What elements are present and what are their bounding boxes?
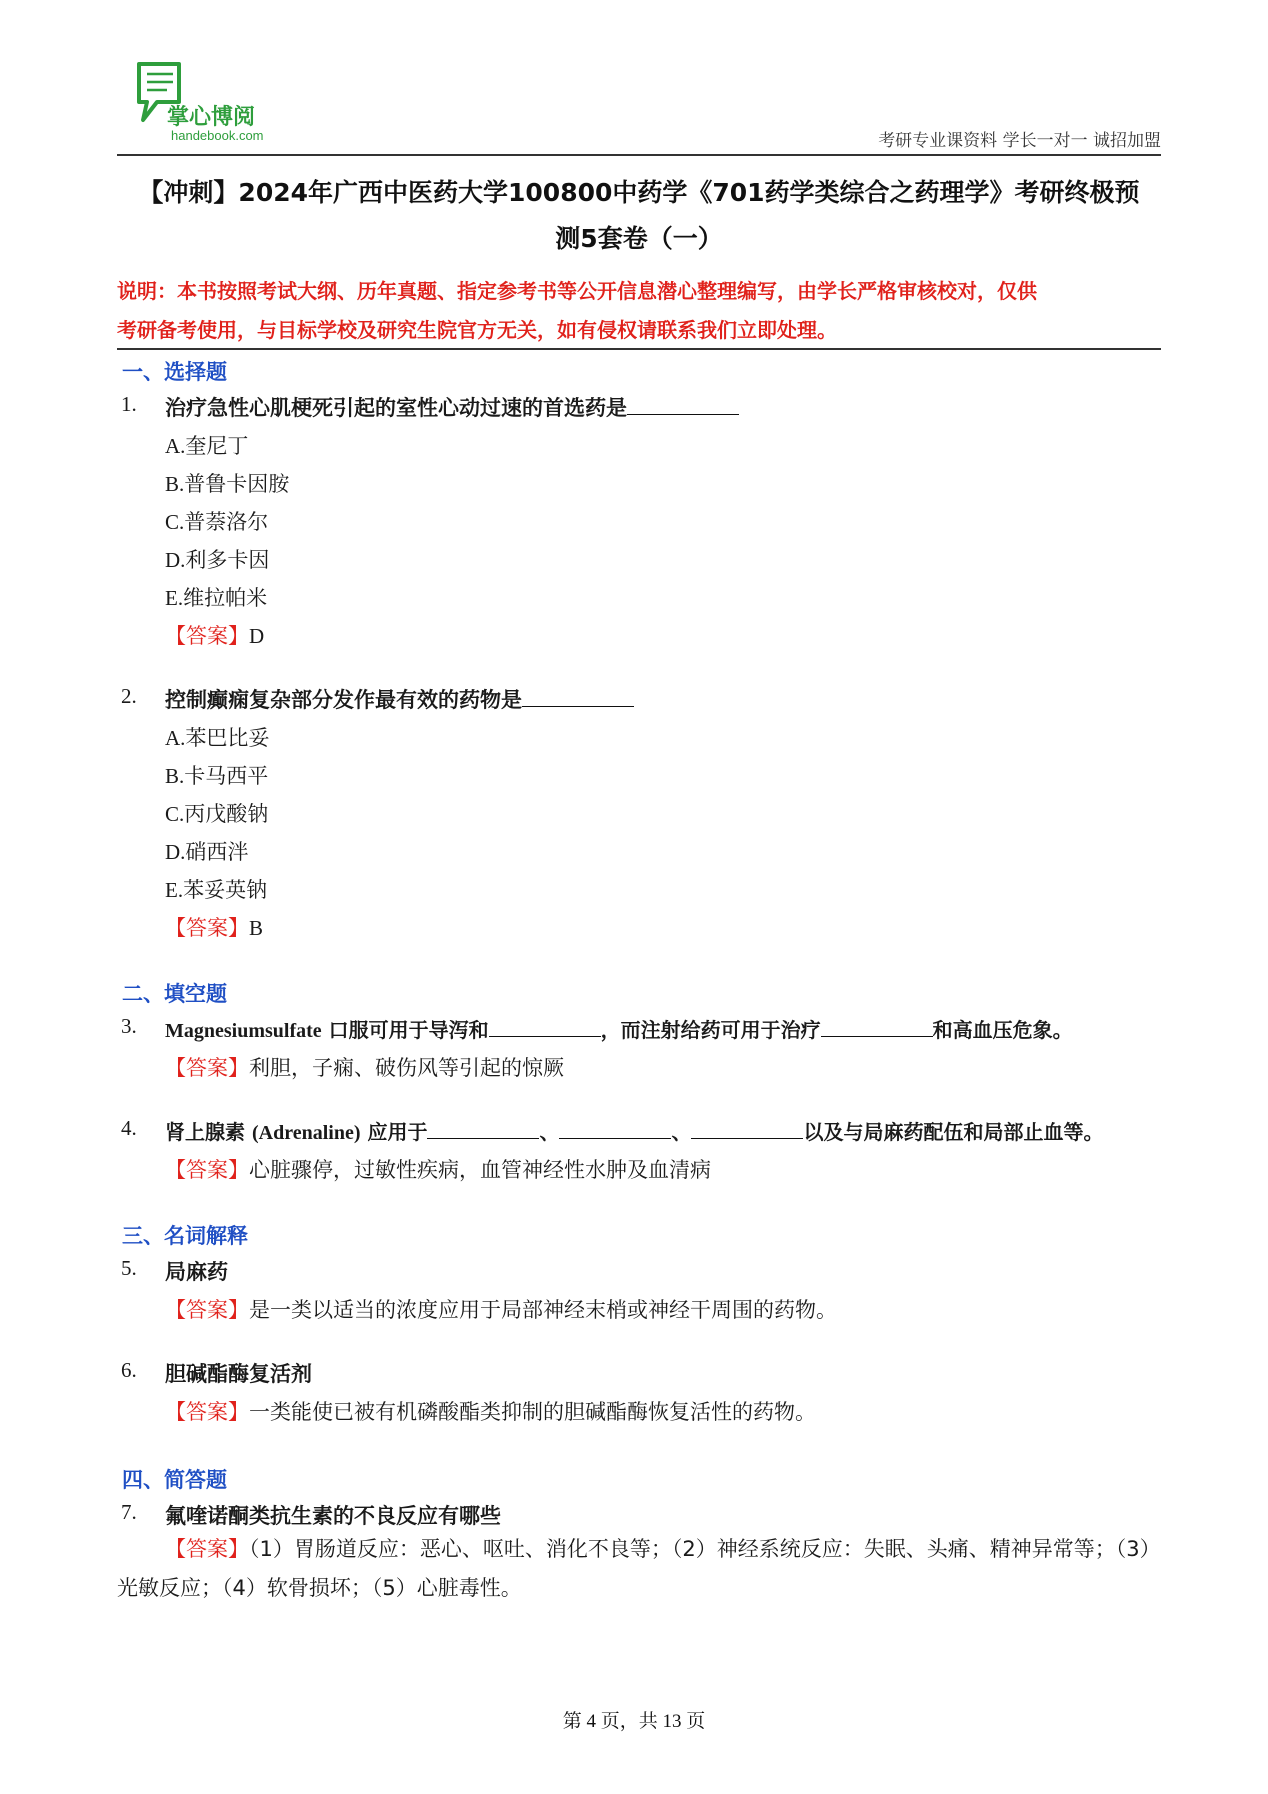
option: E.苯妥英钠 xyxy=(165,878,268,902)
answer-blank xyxy=(489,1016,601,1037)
page-number: 第 4 页，共 13 页 xyxy=(562,1711,706,1732)
header-divider xyxy=(117,154,1161,156)
notice-divider xyxy=(117,348,1161,350)
question-text: 治疗急性心肌梗死引起的室性心动过速的首选药是 xyxy=(165,392,739,422)
question-text: 局麻药 xyxy=(165,1260,228,1284)
section-title-definitions: 三、名词解释 xyxy=(122,1224,248,1248)
answer-blank xyxy=(627,394,739,415)
answer-blank xyxy=(821,1016,933,1037)
answer-tag: 【答案】 xyxy=(165,916,249,940)
logo-url: handebook.com xyxy=(171,128,264,143)
answer-tag: 【答案】 xyxy=(165,1298,249,1322)
answer: 【答案】（1）胃肠道反应：恶心、呕吐、消化不良等；（2）神经系统反应：失眠、头痛、精神异常等；（3）光敏反应；（4）软骨损坏；（5）心脏毒性。 xyxy=(117,1537,1161,1600)
option: A.苯巴比妥 xyxy=(165,726,270,750)
answer: 【答案】是一类以适当的浓度应用于局部神经末梢或神经干周围的药物。 xyxy=(165,1298,837,1322)
question-number: 1. xyxy=(121,392,137,416)
section-title-choice: 一、选择题 xyxy=(122,360,227,384)
question-number: 2. xyxy=(121,684,137,708)
answer-tag: 【答案】 xyxy=(165,624,249,648)
option: D.利多卡因 xyxy=(165,548,270,572)
answer-blank xyxy=(427,1118,539,1139)
notice-line-2: 考研备考使用，与目标学校及研究生院官方无关，如有侵权请联系我们立即处理。 xyxy=(117,318,837,342)
answer: 【答案】利胆，子痫、破伤风等引起的惊厥 xyxy=(165,1056,564,1080)
question-number: 6. xyxy=(121,1358,137,1382)
title-line-1: 【冲刺】2024年广西中医药大学100800中药学《701药学类综合之药理学》考研终极预 xyxy=(138,178,1140,207)
answer-tag: 【答案】 xyxy=(165,1537,249,1561)
option: B.普鲁卡因胺 xyxy=(165,472,290,496)
option: D.硝西泮 xyxy=(165,840,249,864)
logo-text: 掌心博阅 xyxy=(167,105,256,130)
page-header xyxy=(117,58,1161,158)
question-number: 7. xyxy=(121,1500,137,1524)
answer-tag: 【答案】 xyxy=(165,1158,249,1182)
document-title xyxy=(117,170,1161,262)
question-number: 3. xyxy=(121,1014,137,1038)
answer-blank xyxy=(691,1118,803,1139)
answer: 【答案】B xyxy=(165,916,264,940)
section-title-fill-blank: 二、填空题 xyxy=(122,982,227,1006)
option: C.普萘洛尔 xyxy=(165,510,269,534)
question-text: 肾上腺素 (Adrenaline) 应用于 、 、 以及与局麻药配伍和局部止血等。 xyxy=(165,1120,1104,1144)
answer-tag: 【答案】 xyxy=(165,1056,249,1080)
notice-line-1: 说明：本书按照考试大纲、历年真题、指定参考书等公开信息潜心整理编写，由学长严格审核校对，仅供 xyxy=(117,279,1037,303)
disclaimer-notice xyxy=(117,272,1161,350)
question-number: 4. xyxy=(121,1116,137,1140)
answer: 【答案】一类能使已被有机磷酸酯类抑制的胆碱酯酶恢复活性的药物。 xyxy=(165,1400,816,1424)
title-line-2: 测5套卷（一） xyxy=(555,224,723,253)
answer-tag: 【答案】 xyxy=(165,1400,249,1424)
answer: 【答案】心脏骤停，过敏性疾病，血管神经性水肿及血清病 xyxy=(165,1158,711,1182)
question-text: 控制癫痫复杂部分发作最有效的药物是 xyxy=(165,684,634,714)
question-text: 氟喹诺酮类抗生素的不良反应有哪些 xyxy=(165,1504,501,1528)
answer-blank xyxy=(559,1118,671,1139)
question-text: 胆碱酯酶复活剂 xyxy=(165,1362,312,1386)
question-number: 5. xyxy=(121,1256,137,1280)
option: B.卡马西平 xyxy=(165,764,269,788)
option: C.丙戊酸钠 xyxy=(165,802,269,826)
answer-blank xyxy=(522,686,634,707)
header-tagline: 考研专业课资料 学长一对一 诚招加盟 xyxy=(878,131,1161,151)
question-text: Magnesiumsulfate 口服可用于导泻和 ，而注射给药可用于治疗 和高血压危象。 xyxy=(165,1018,1073,1042)
section-title-short-answer: 四、简答题 xyxy=(122,1468,227,1492)
answer: 【答案】D xyxy=(165,624,265,648)
logo xyxy=(117,58,267,148)
option: A.奎尼丁 xyxy=(165,434,249,458)
option: E.维拉帕米 xyxy=(165,586,268,610)
